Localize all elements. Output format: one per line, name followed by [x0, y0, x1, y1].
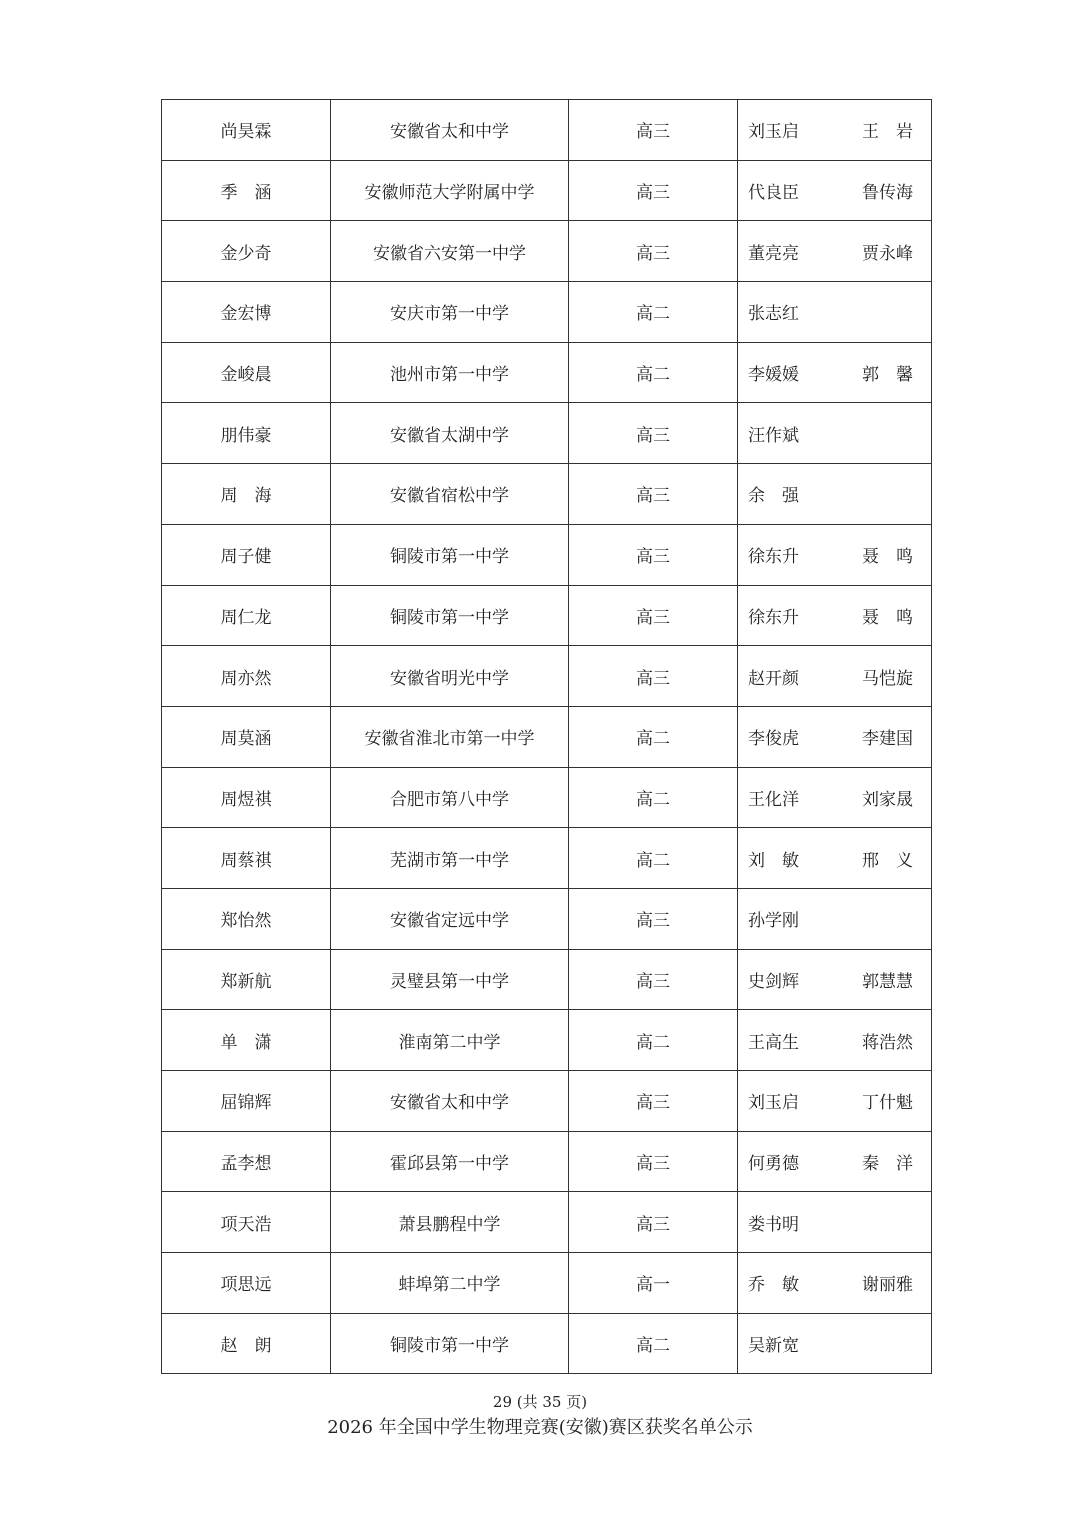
student-name-cell: 周子健: [162, 524, 331, 585]
teacher-name-first: 董亮亮: [748, 243, 799, 264]
teacher-name-second: 谢丽雅: [862, 1275, 913, 1296]
teacher-cell: [738, 464, 932, 525]
teacher-name-second: 马恺旋: [862, 668, 913, 689]
student-name-cell: 朋伟豪: [162, 403, 331, 464]
grade-cell: 高二: [569, 1010, 738, 1071]
teacher-names: [748, 1028, 913, 1053]
teacher-names: [748, 239, 913, 264]
teacher-cell: [738, 585, 932, 646]
school-cell: 池州市第一中学: [331, 342, 569, 403]
student-name-cell: 孟李想: [162, 1131, 331, 1192]
table-row: [162, 585, 932, 646]
teacher-name-second: 丁什魁: [862, 1093, 913, 1114]
table-row: [162, 221, 932, 282]
grade-cell: 高三: [569, 221, 738, 282]
teacher-name-second: 邢 义: [862, 850, 913, 871]
teacher-cell: [738, 1071, 932, 1132]
table-row: [162, 342, 932, 403]
table-row: [162, 1253, 932, 1314]
student-name-cell: 项思远: [162, 1253, 331, 1314]
student-name-cell: 周蔡祺: [162, 828, 331, 889]
school-cell: 安徽省淮北市第一中学: [331, 706, 569, 767]
table-row: [162, 160, 932, 221]
grade-cell: 高三: [569, 1071, 738, 1132]
page-number: 29 (共 35 页): [492, 1393, 588, 1411]
teacher-cell: [738, 100, 932, 161]
grade-cell: 高三: [569, 585, 738, 646]
student-name-cell: 尚昊霖: [162, 100, 331, 161]
teacher-cell: [738, 888, 932, 949]
teacher-name-first: 刘 敏: [748, 850, 799, 871]
teacher-name-first: 余 强: [748, 486, 799, 507]
teacher-names: [748, 1088, 913, 1113]
teacher-cell: [738, 282, 932, 343]
table-row: [162, 1192, 932, 1253]
table-row: [162, 767, 932, 828]
teacher-name-second: 聂 鸣: [862, 607, 913, 628]
teacher-cell: [738, 524, 932, 585]
teacher-name-second: 秦 洋: [862, 1154, 913, 1175]
teacher-name-first: 王化洋: [748, 789, 799, 810]
school-cell: 霍邱县第一中学: [331, 1131, 569, 1192]
school-cell: 安徽省太和中学: [331, 100, 569, 161]
student-name-cell: 郑怡然: [162, 888, 331, 949]
school-cell: 铜陵市第一中学: [331, 524, 569, 585]
grade-cell: 高三: [569, 888, 738, 949]
grade-cell: 高三: [569, 1192, 738, 1253]
award-table: [161, 99, 932, 1374]
teacher-name-second: 蒋浩然: [862, 1032, 913, 1053]
school-cell: 安徽省太湖中学: [331, 403, 569, 464]
student-name-cell: 周 海: [162, 464, 331, 525]
teacher-names: [748, 906, 913, 931]
school-cell: 萧县鹏程中学: [331, 1192, 569, 1253]
teacher-name-first: 吴新宽: [748, 1336, 799, 1357]
student-name-cell: 周煜祺: [162, 767, 331, 828]
school-cell: 铜陵市第一中学: [331, 1313, 569, 1374]
teacher-cell: [738, 1253, 932, 1314]
student-name-cell: 赵 朗: [162, 1313, 331, 1374]
table-row: [162, 1313, 932, 1374]
grade-cell: 高三: [569, 403, 738, 464]
school-cell: 灵璧县第一中学: [331, 949, 569, 1010]
grade-cell: 高三: [569, 949, 738, 1010]
grade-cell: 高一: [569, 1253, 738, 1314]
teacher-cell: [738, 767, 932, 828]
teacher-name-second: 聂 鸣: [862, 547, 913, 568]
teacher-name-second: 郭慧慧: [862, 971, 913, 992]
teacher-names: [748, 967, 913, 992]
teacher-names: [748, 421, 913, 446]
table-row: [162, 403, 932, 464]
teacher-name-first: 史剑辉: [748, 971, 799, 992]
teacher-name-first: 徐东升: [748, 607, 799, 628]
school-cell: 安徽省明光中学: [331, 646, 569, 707]
student-name-cell: 单 潇: [162, 1010, 331, 1071]
teacher-name-first: 张志红: [748, 304, 799, 325]
teacher-name-first: 刘玉启: [748, 122, 799, 143]
grade-cell: 高二: [569, 1313, 738, 1374]
grade-cell: 高三: [569, 160, 738, 221]
teacher-cell: [738, 828, 932, 889]
table-row: [162, 524, 932, 585]
teacher-names: [748, 785, 913, 810]
teacher-cell: [738, 403, 932, 464]
teacher-names: [748, 178, 913, 203]
teacher-name-second: 王 岩: [862, 122, 913, 143]
table-row: [162, 1071, 932, 1132]
student-name-cell: 周仁龙: [162, 585, 331, 646]
teacher-cell: [738, 342, 932, 403]
grade-cell: 高三: [569, 646, 738, 707]
teacher-name-first: 李俊虎: [748, 729, 799, 750]
school-cell: 安徽省定远中学: [331, 888, 569, 949]
student-name-cell: 金峻晨: [162, 342, 331, 403]
student-name-cell: 季 涵: [162, 160, 331, 221]
teacher-name-second: 郭 馨: [862, 365, 913, 386]
table-row: [162, 706, 932, 767]
school-cell: 安徽师范大学附属中学: [331, 160, 569, 221]
teacher-name-first: 赵开颜: [748, 668, 799, 689]
student-name-cell: 郑新航: [162, 949, 331, 1010]
student-name-cell: 周莫涵: [162, 706, 331, 767]
teacher-name-first: 娄书明: [748, 1214, 799, 1235]
grade-cell: 高二: [569, 282, 738, 343]
teacher-name-second: 李建国: [862, 729, 913, 750]
teacher-name-first: 代良臣: [748, 183, 799, 204]
grade-cell: 高三: [569, 464, 738, 525]
table-row: [162, 949, 932, 1010]
teacher-name-first: 刘玉启: [748, 1093, 799, 1114]
teacher-name-first: 孙学刚: [748, 911, 799, 932]
school-cell: 安徽省宿松中学: [331, 464, 569, 525]
teacher-names: [748, 664, 913, 689]
school-cell: 蚌埠第二中学: [331, 1253, 569, 1314]
teacher-names: [748, 542, 913, 567]
teacher-name-second: 鲁传海: [862, 183, 913, 204]
teacher-names: [748, 724, 913, 749]
school-cell: 铜陵市第一中学: [331, 585, 569, 646]
teacher-name-first: 王高生: [748, 1032, 799, 1053]
teacher-names: [748, 1331, 913, 1356]
student-name-cell: 项天浩: [162, 1192, 331, 1253]
grade-cell: 高三: [569, 100, 738, 161]
student-name-cell: 屈锦辉: [162, 1071, 331, 1132]
school-cell: 安徽省太和中学: [331, 1071, 569, 1132]
teacher-names: [748, 603, 913, 628]
table-row: [162, 646, 932, 707]
school-cell: 安庆市第一中学: [331, 282, 569, 343]
school-cell: 淮南第二中学: [331, 1010, 569, 1071]
grade-cell: 高三: [569, 1131, 738, 1192]
table-row: [162, 1010, 932, 1071]
grade-cell: 高二: [569, 767, 738, 828]
table-row: [162, 464, 932, 525]
teacher-name-second: 贾永峰: [862, 243, 913, 264]
teacher-cell: [738, 1313, 932, 1374]
award-table-body: [162, 100, 932, 1374]
teacher-names: [748, 360, 913, 385]
teacher-cell: [738, 646, 932, 707]
document-title: 2026 年全国中学生物理竞赛(安徽)赛区获奖名单公示: [327, 1417, 753, 1438]
school-cell: 安徽省六安第一中学: [331, 221, 569, 282]
table-row: [162, 888, 932, 949]
teacher-cell: [738, 160, 932, 221]
school-cell: 合肥市第八中学: [331, 767, 569, 828]
teacher-names: [748, 1210, 913, 1235]
student-name-cell: 周亦然: [162, 646, 331, 707]
grade-cell: 高二: [569, 706, 738, 767]
teacher-name-first: 徐东升: [748, 547, 799, 568]
grade-cell: 高二: [569, 342, 738, 403]
student-name-cell: 金宏博: [162, 282, 331, 343]
teacher-name-first: 乔 敏: [748, 1275, 799, 1296]
teacher-names: [748, 1270, 913, 1295]
school-cell: 芜湖市第一中学: [331, 828, 569, 889]
teacher-names: [748, 481, 913, 506]
table-row: [162, 828, 932, 889]
teacher-cell: [738, 706, 932, 767]
teacher-cell: [738, 221, 932, 282]
table-row: [162, 1131, 932, 1192]
teacher-cell: [738, 1010, 932, 1071]
table-row: [162, 282, 932, 343]
teacher-names: [748, 299, 913, 324]
table-row: [162, 100, 932, 161]
teacher-name-first: 何勇德: [748, 1154, 799, 1175]
teacher-name-first: 李媛媛: [748, 365, 799, 386]
student-name-cell: 金少奇: [162, 221, 331, 282]
grade-cell: 高三: [569, 524, 738, 585]
teacher-cell: [738, 1131, 932, 1192]
teacher-name-first: 汪作斌: [748, 425, 799, 446]
teacher-name-second: 刘家晟: [862, 789, 913, 810]
teacher-cell: [738, 1192, 932, 1253]
teacher-names: [748, 117, 913, 142]
teacher-names: [748, 846, 913, 871]
teacher-cell: [738, 949, 932, 1010]
teacher-names: [748, 1149, 913, 1174]
grade-cell: 高二: [569, 828, 738, 889]
